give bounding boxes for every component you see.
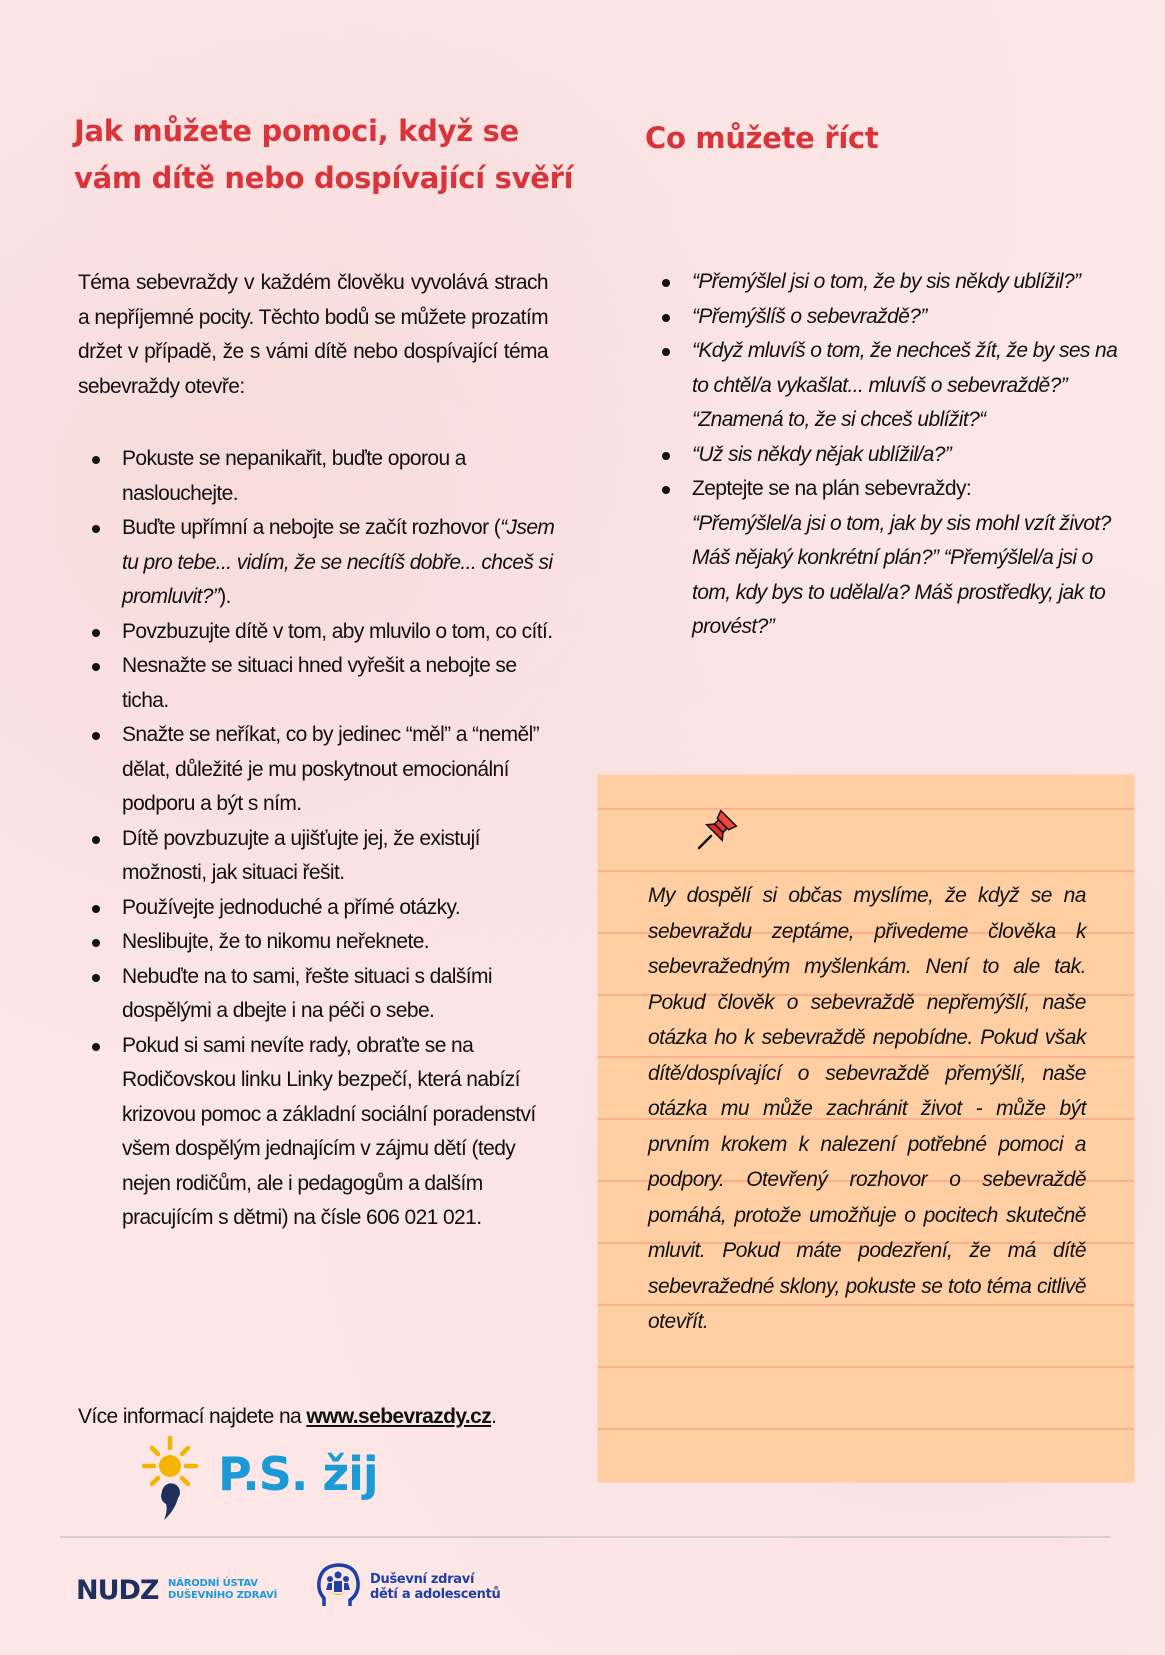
left-intro: Téma sebevraždy v každém člověku vyvolává strach a nepříjemné pocity. Těchto bodů se můžete prozatím držet v případě, že s vámi dítě nebo dospívající téma sebevraždy otevře: — [78, 271, 548, 398]
bullet-icon — [92, 629, 100, 637]
bullet-icon — [92, 732, 100, 740]
list-item: Používejte jednoduché a přímé otázky. — [78, 891, 558, 926]
list-item: “Když mluvíš o tom, že nechceš žít, že by ses na to chtěl/a vykašlat... mluvíš o sebevraždě?” “Znamená to, že si chceš ublížit?“ — [648, 334, 1118, 438]
bullet-icon — [92, 456, 100, 464]
more-info: Více informací najdete na www.sebevrazdy.cz. — [78, 1405, 497, 1428]
list-item: Pokuste se nepanikařit, buďte oporou a naslouchejte. — [78, 442, 558, 511]
bullet-icon — [662, 452, 670, 460]
dzda-line1: Duševní zdraví — [370, 1572, 475, 1587]
left-heading — [74, 108, 594, 202]
bullet-icon — [92, 663, 100, 671]
bullet-icon — [662, 486, 670, 494]
list-item: Nesnažte se situaci hned vyřešit a nebojte se ticha. — [78, 649, 558, 718]
right-title: Co můžete říct — [645, 121, 879, 155]
left-title-line1: Jak můžete pomoci, když se — [74, 114, 519, 148]
bullet-icon — [662, 348, 670, 356]
bullet-icon — [92, 974, 100, 982]
nudz-logo — [76, 1568, 316, 1612]
bullet-icon — [92, 836, 100, 844]
list-item: Buďte upřímní a nebojte se začít rozhovor (“Jsem tu pro tebe... vidím, že se necítíš dobře... chceš si promluvit?”). — [78, 511, 558, 615]
nudz-line2: DUŠEVNÍHO ZDRAVÍ — [168, 1590, 278, 1601]
sebevrazdy-link[interactable]: www.sebevrazdy.cz — [306, 1405, 492, 1428]
footer-divider — [60, 1536, 1110, 1538]
list-item: Povzbuzujte dítě v tom, aby mluvilo o tom, co cítí. — [78, 615, 558, 650]
bullet-icon — [92, 525, 100, 533]
list-item: Nebuďte na to sami, řešte situaci s dalšími dospělými a dbejte i na péči o sebe. — [78, 960, 558, 1029]
left-title-line2: vám dítě nebo dospívající svěří — [74, 161, 574, 195]
bullet-icon — [92, 939, 100, 947]
bullet-icon — [662, 314, 670, 322]
nudz-line1: NÁRODNÍ ÚSTAV — [168, 1578, 258, 1589]
head-people-icon — [316, 1562, 362, 1610]
list-item: Pokud si sami nevíte rady, obraťte se na Rodičovskou linku Linky bezpečí, která nabízí krizovou pomoc a základní sociální poradenství všem dospělým jednajícím v zájmu dětí (tedy nejen rodičům, ale i pedagogům a dalším pracujícím s dětmi) na čísle 606 021 021. — [78, 1029, 558, 1236]
right-bullet-list — [648, 265, 1118, 645]
dzda-line2: dětí a adolescentů — [370, 1587, 501, 1602]
list-item: “Přemýšlíš o sebevraždě?” — [648, 300, 1118, 335]
list-item: “Přemýšlel jsi o tom, že by sis někdy ublížil?” — [648, 265, 1118, 300]
bullet-icon — [92, 1043, 100, 1051]
dzda-logo — [316, 1560, 546, 1612]
sun-comma-icon — [140, 1436, 210, 1526]
nudz-mark: NUDZ — [76, 1575, 159, 1606]
list-item: Neslibujte, že to nikomu neřeknete. — [78, 925, 558, 960]
list-item: Dítě povzbuzujte a ujišťujte jej, že existují možnosti, jak situaci řešit. — [78, 822, 558, 891]
pushpin-icon — [693, 808, 739, 854]
list-item: “Už sis někdy nějak ublížil/a?” — [648, 438, 1118, 473]
bullet-icon — [92, 905, 100, 913]
list-item: Zeptejte se na plán sebevraždy: “Přemýšlel/a jsi o tom, jak by sis mohl vzít život? Máš nějaký konkrétní plán?” “Přemýšlel/a jsi o tom, kdy bys to udělal/a? Máš prostředky, jak to provést?” — [648, 472, 1118, 645]
note-text: My dospělí si občas myslíme, že když se na sebevraždu zeptáme, přivedeme člověka k sebevražedným myšlenkám. Není to ale tak. Pokud člověk o sebevraždě nepřemýšlí, naše otázka ho k sebevraždě nepobídne. Pokud však dítě/dospívající o sebevraždě přemýšlí, naše otázka mu může zachránit život - může být prvním krokem k nalezení potřebné pomoci a podpory. Otevřený rozhovor o sebevraždě pomáhá, protože umožňuje o pocitech skutečně mluvit. Pokud máte podezření, že má dítě sebevražedné sklony, pokuste se toto téma citlivě otevřít. — [648, 884, 1086, 1333]
bullet-icon — [662, 279, 670, 287]
list-item: Snažte se neříkat, co by jedinec “měl” a “neměl” dělat, důležité je mu poskytnout emocionální podporu a být s ním. — [78, 718, 558, 822]
left-bullet-list — [78, 442, 558, 1236]
ps-zij-logo — [140, 1436, 400, 1526]
ps-zij-wordmark: P.S. žij — [218, 1447, 378, 1501]
